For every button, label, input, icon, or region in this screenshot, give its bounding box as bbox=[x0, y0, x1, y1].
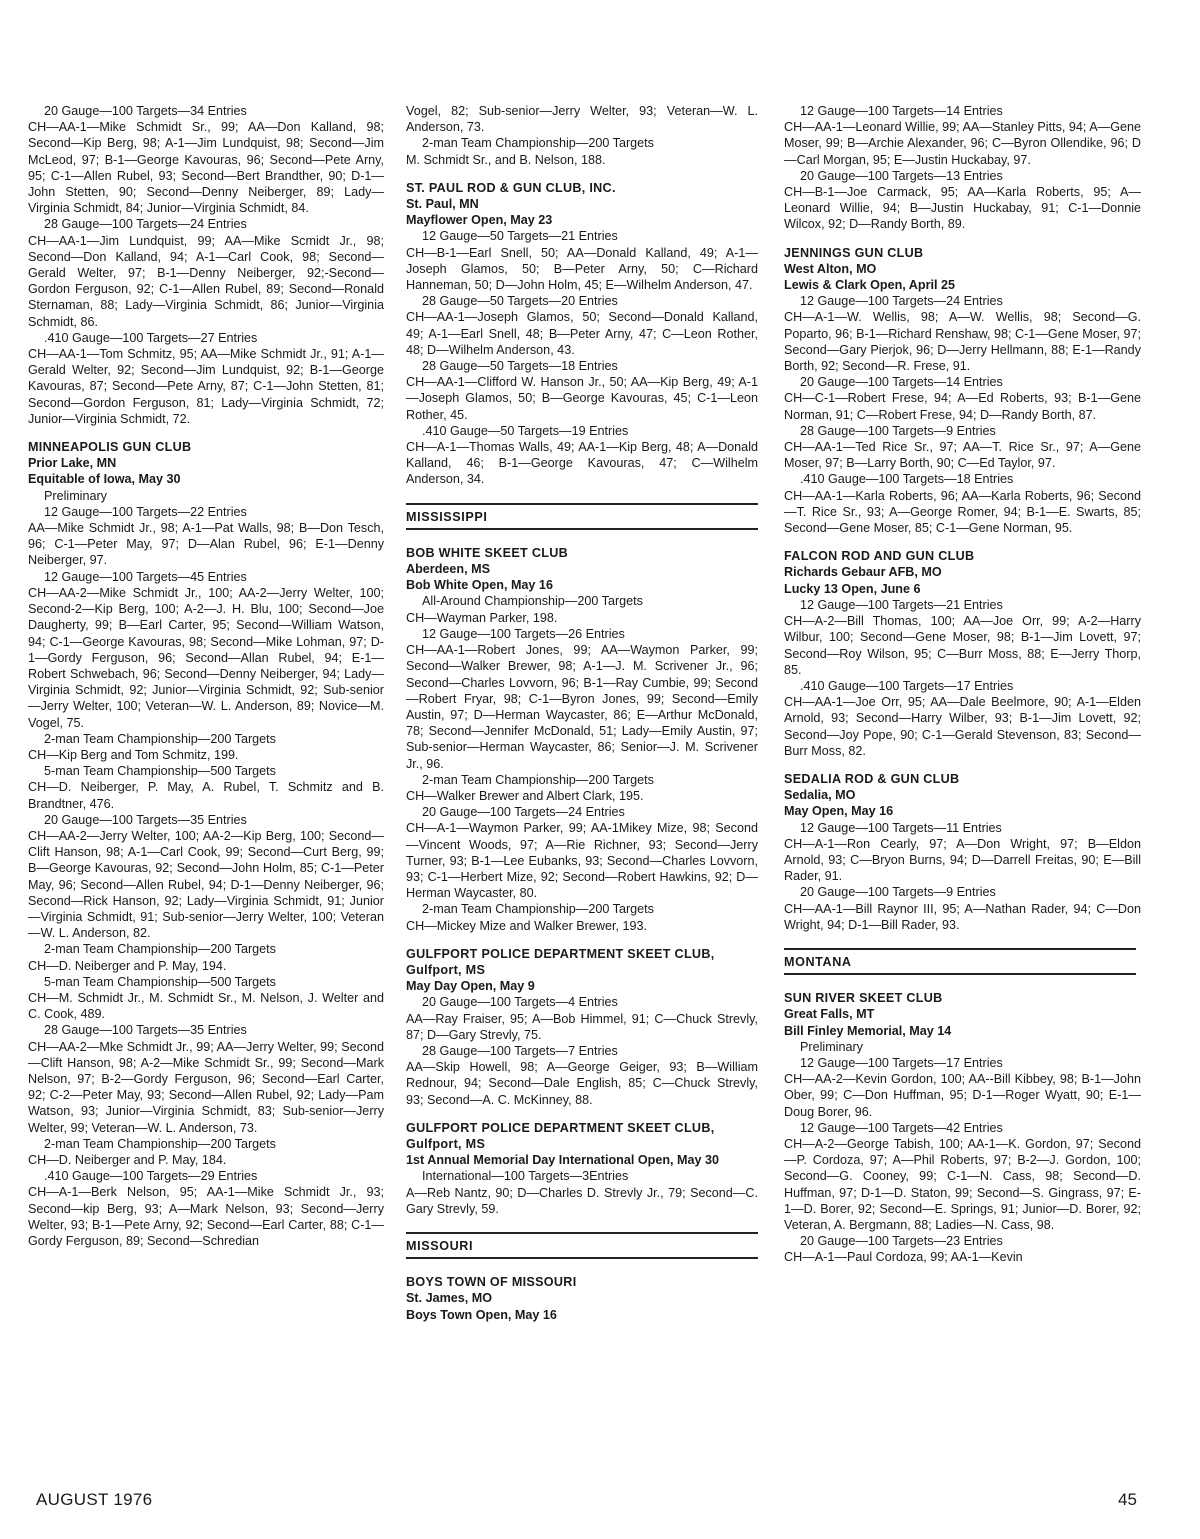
footer-date: AUGUST 1976 bbox=[36, 1490, 153, 1509]
event-title: May Day Open, May 9 bbox=[406, 979, 535, 994]
club-header bbox=[28, 439, 384, 488]
event-results: CH—AA-1—Robert Jones, 99; AA—Waymon Parker, 99; Second—Walker Brewer, 98; A-1—J. M. Scrivener Jr., 96; Second—Charles Lovvorn, 96; B-1—Ray Cumbie, 99; Second—Robert Fryar, 98; C-1—Byron Jones, 99; Second—Emily Austin, 97; D—Herman Waycaster, 86; E—Arthur McDonald, 78; Second—Jennifer McDonald, 51; Lady—Emily Austin, 97; Sub-senior—Herman Waycaster, 86; Senior—J. M. Scrivener Jr., 96. bbox=[406, 643, 758, 771]
event-heading: 5-man Team Championship—500 Targets bbox=[44, 974, 276, 989]
event-heading: International—100 Targets—3Entries bbox=[422, 1169, 629, 1184]
club-name: GULFPORT POLICE DEPARTMENT SKEET CLUB, Gulfport, MS bbox=[406, 946, 715, 977]
result-entry bbox=[784, 103, 1141, 168]
result-entry bbox=[28, 1022, 384, 1135]
club-location: Prior Lake, MN bbox=[28, 456, 117, 471]
event-results: CH—A-1—Waymon Parker, 99; AA-1Mikey Mize, 98; Second—Vincent Woods, 97; A—Rie Richner, 93; Second—Jerry Turner, 93; B-1—Lee Eubanks, 93; Second—Charles Lovvorn, 93; C-1—Herbert Mize, 92; Second—Robert Hawkins, 92; D—Herman Waycaster, 80. bbox=[406, 821, 758, 901]
event-heading: 20 Gauge—100 Targets—14 Entries bbox=[800, 375, 1003, 390]
club-location: Aberdeen, MS bbox=[406, 562, 490, 577]
event-results: A—Reb Nantz, 90; D—Charles D. Strevly Jr., 79; Second—C. Gary Strevly, 59. bbox=[406, 1185, 758, 1216]
event-heading: 28 Gauge—50 Targets—18 Entries bbox=[422, 359, 618, 374]
result-entry bbox=[784, 1233, 1141, 1265]
event-results: CH—AA-2—Jerry Welter, 100; AA-2—Kip Berg, 100; Second—Clift Hanson, 98; A-1—Carl Cook, 99; Second—Curt Berg, 99; B—George Kavouras, 92; Second—John Holm, 85; C-1—Peter May, 96; Second—Allen Rubel, 94; D-1—Denny Neiberger, 96; Second—Rick Hanson, 92; Lady—Virginia Schmidt, 91; Junior—Virginia Schmidt, 91; Sub-senior—Jerry Welter, 100; Veteran—W. L. Anderson, 82. bbox=[28, 828, 384, 941]
event-results: CH—B-1—Joe Carmack, 95; AA—Karla Roberts, 95; A—Leonard Willie, 94; B—Justin Huckabay, 91; C-1—Donnie Wilcox, 92; D—Randy Borth, 89. bbox=[784, 185, 1141, 232]
event-results: CH—A-1—W. Wellis, 98; A—W. Wellis, 98; Second—G. Poparto, 96; B-1—Richard Renshaw, 98; C-1—Gene Moser, 97; Second—Gary Pierjok, 96; D—Jerry Hellmann, 88; E-1—Randy Borth, 92; Second—R. Frese, 91. bbox=[784, 310, 1142, 374]
result-entry bbox=[28, 504, 384, 569]
club-location: Richards Gebaur AFB, MO bbox=[784, 565, 942, 580]
event-heading: 28 Gauge—100 Targets—9 Entries bbox=[800, 423, 996, 438]
result-entry bbox=[406, 901, 758, 933]
event-heading: 12 Gauge—100 Targets—17 Entries bbox=[800, 1055, 1003, 1070]
event-results: CH—AA-1—Karla Roberts, 96; AA—Karla Roberts, 96; Second—T. Rice Sr., 93; A—George Romer, 94; B-1—E. Swarts, 85; Second—Gene Moser, 85; C-1—Gene Norman, 95. bbox=[784, 488, 1141, 536]
event-results: CH—AA-1—Bill Raynor III, 95; A—Nathan Rader, 94; C—Don Wright, 94; D-1—Bill Rader, 93. bbox=[784, 901, 1141, 932]
result-entry bbox=[784, 423, 1141, 472]
event-title: Equitable of Iowa, May 30 bbox=[28, 472, 181, 487]
result-entry bbox=[406, 228, 758, 293]
club-header bbox=[406, 1274, 758, 1323]
club-header bbox=[406, 946, 758, 995]
event-heading: 12 Gauge—100 Targets—14 Entries bbox=[800, 104, 1003, 118]
club-header bbox=[784, 245, 1141, 294]
event-results: AA—Mike Schmidt Jr., 98; A-1—Pat Walls, 98; B—Don Tesch, 96; C-1—Peter May, 97; D—Alan Rubel, 96; E-1—Denny Neiberger, 97. bbox=[28, 521, 384, 568]
club-name: SEDALIA ROD & GUN CLUB bbox=[784, 771, 960, 786]
result-entry bbox=[28, 330, 384, 427]
event-heading: 20 Gauge—100 Targets—24 Entries bbox=[422, 805, 625, 820]
event-title: Bob White Open, May 16 bbox=[406, 578, 553, 593]
club-location: Sedalia, MO bbox=[784, 788, 856, 803]
result-entry bbox=[28, 812, 384, 942]
event-heading: 20 Gauge—100 Targets—34 Entries bbox=[44, 104, 247, 118]
event-results: CH—D. Neiberger and P. May, 194. bbox=[28, 958, 227, 973]
event-results: M. Schmidt Sr., and B. Nelson, 188. bbox=[406, 152, 606, 167]
event-heading: 2-man Team Championship—200 Targets bbox=[422, 772, 654, 787]
state-heading: MISSOURI bbox=[406, 1232, 758, 1259]
club-name: BOYS TOWN OF MISSOURI bbox=[406, 1275, 577, 1290]
event-results: CH—AA-2—Mke Schmidt Jr., 99; AA—Jerry Welter, 99; Second—Clift Hanson, 98; A-2—Mike Schmidt Sr., 99; Second—Mark Nelson, 97; B-2—Gordy Ferguson, 96; Second—Earl Carter, 92; C-2—Peter May, 93; Second—Allen Rubel, 92; Lady—Pam Watson, 93; Junior—Virginia Schmidt, 83; Sub-senior—Jerry Welter, 99; Veteran—W. L. Anderson, 73. bbox=[28, 1039, 384, 1135]
club-name: SUN RIVER SKEET CLUB bbox=[784, 991, 943, 1006]
event-heading: 20 Gauge—100 Targets—4 Entries bbox=[422, 995, 618, 1010]
event-heading: .410 Gauge—100 Targets—29 Entries bbox=[44, 1169, 258, 1184]
event-heading: 20 Gauge—100 Targets—9 Entries bbox=[800, 885, 996, 900]
club-location: West Alton, MO bbox=[784, 261, 877, 276]
event-heading: 20 Gauge—100 Targets—35 Entries bbox=[44, 812, 247, 827]
event-results: CH—A-1—Thomas Walls, 49; AA-1—Kip Berg, 48; A—Donald Kalland, 46; B-1—George Kavouras, 47; C—Wilhelm Anderson, 34. bbox=[406, 440, 758, 487]
result-entry bbox=[784, 471, 1141, 536]
result-entry bbox=[784, 1120, 1141, 1233]
event-heading: 12 Gauge—100 Targets—21 Entries bbox=[800, 597, 1003, 612]
result-entry bbox=[28, 763, 384, 812]
event-results: CH—AA-2—Kevin Gordon, 100; AA--Bill Kibbey, 98; B-1—John Ober, 99; C—Don Huffman, 95; D-1—Roger Wyatt, 90; E-1—Doug Borer, 96. bbox=[784, 1072, 1141, 1119]
event-heading: 12 Gauge—100 Targets—24 Entries bbox=[800, 294, 1003, 309]
club-name: MINNEAPOLIS GUN CLUB bbox=[28, 440, 192, 455]
event-heading: .410 Gauge—50 Targets—19 Entries bbox=[422, 423, 629, 438]
result-entry bbox=[406, 593, 758, 625]
club-name: GULFPORT POLICE DEPARTMENT SKEET CLUB, Gulfport, MS bbox=[406, 1120, 715, 1151]
club-header bbox=[784, 771, 1141, 820]
event-heading: All-Around Championship—200 Targets bbox=[422, 594, 643, 609]
event-title: Boys Town Open, May 16 bbox=[406, 1307, 557, 1322]
result-entry bbox=[406, 804, 758, 901]
result-entry bbox=[784, 293, 1141, 374]
result-entry bbox=[784, 884, 1141, 933]
result-entry bbox=[28, 941, 384, 973]
result-entry bbox=[784, 678, 1141, 759]
event-title: Mayflower Open, May 23 bbox=[406, 213, 553, 228]
event-heading: .410 Gauge—100 Targets—18 Entries bbox=[800, 472, 1014, 487]
result-entry bbox=[784, 374, 1141, 423]
event-results: CH—A-1—Ron Cearly, 97; A—Don Wright, 97; B—Eldon Arnold, 93; C—Bryon Burns, 94; D—Darrell Freitas, 90; E—Bill Rader, 91. bbox=[784, 836, 1141, 884]
club-header bbox=[784, 548, 1141, 597]
event-results: CH—A-1—Paul Cordoza, 99; AA-1—Kevin bbox=[784, 1250, 1023, 1265]
event-results: CH—AA-1—Joseph Glamos, 50; Second—Donald Kalland, 49; A-1—Earl Snell, 48; B—Peter Arny, 47; C—Leon Rother, 48; D—Wilhelm Anderson, 43. bbox=[406, 310, 758, 357]
result-entry bbox=[784, 168, 1141, 233]
event-heading: .410 Gauge—100 Targets—17 Entries bbox=[800, 678, 1014, 693]
event-results: CH—Wayman Parker, 198. bbox=[406, 610, 558, 625]
event-heading: 2-man Team Championship—200 Targets bbox=[44, 731, 276, 746]
event-results: CH—AA-1—Mike Schmidt Sr., 99; AA—Don Kalland, 98; Second—Kip Berg, 98; A-1—Jim Lundquist, 98; Second—Jim McLeod, 97; B-1—George Kavouras, 96; Second—Pete Arny, 95; C-1—Allen Rubel, 93; Second—Bert Brandther, 90; D-1—John Stetten, 90; Second—Denny Neiberger, 89; Lady—Virginia Schmidt, 84; Junior—Virginia Schmidt, 84. bbox=[28, 120, 384, 216]
result-entry bbox=[28, 1168, 384, 1249]
club-name: BOB WHITE SKEET CLUB bbox=[406, 545, 569, 560]
result-entry bbox=[28, 103, 384, 216]
event-results: AA—Ray Fraiser, 95; A—Bob Himmel, 91; C—Chuck Strevly, 87; D—Gary Strevly, 75. bbox=[406, 1011, 758, 1042]
column-1 bbox=[28, 103, 384, 1249]
result-entry bbox=[406, 103, 758, 135]
event-heading: Preliminary bbox=[800, 1039, 863, 1054]
event-results: CH—D. Neiberger and P. May, 184. bbox=[28, 1153, 227, 1167]
result-entry bbox=[28, 569, 384, 731]
event-heading: 20 Gauge—100 Targets—13 Entries bbox=[800, 168, 1003, 183]
result-entry bbox=[406, 772, 758, 804]
event-results: CH—A-1—Berk Nelson, 95; AA-1—Mike Schmidt Jr., 93; Second—kip Berg, 93; A—Mark Nelson, 93; Second—Jerry Welter, 93; B-1—Pete Arny, 92; Second—Earl Carter, 88; C-1—Gordy Ferguson, 89; Second—Schredian bbox=[28, 1185, 384, 1249]
event-heading: 12 Gauge—50 Targets—21 Entries bbox=[422, 229, 618, 244]
club-location: Great Falls, MT bbox=[784, 1007, 875, 1022]
event-results: CH—AA-1—Joe Orr, 95; AA—Dale Beelmore, 90; A-1—Elden Arnold, 93; Second—Harry Wilber, 93; B-1—Jim Lovett, 92; Second—Joy Pope, 90; C-1—Gerald Stevenson, 83; Second—Burr Moss, 82. bbox=[784, 695, 1141, 758]
event-heading: 2-man Team Championship—200 Targets bbox=[422, 136, 654, 151]
event-results: CH—Walker Brewer and Albert Clark, 195. bbox=[406, 788, 644, 803]
event-heading: .410 Gauge—100 Targets—27 Entries bbox=[44, 330, 258, 345]
event-heading: 12 Gauge—100 Targets—11 Entries bbox=[800, 820, 1002, 835]
event-heading: 2-man Team Championship—200 Targets bbox=[44, 942, 276, 957]
result-entry bbox=[406, 293, 758, 358]
club-location: St. James, MO bbox=[406, 1291, 493, 1306]
event-heading: 12 Gauge—100 Targets—42 Entries bbox=[800, 1120, 1003, 1135]
event-heading: 28 Gauge—100 Targets—35 Entries bbox=[44, 1023, 247, 1038]
column-2 bbox=[406, 103, 758, 1323]
event-results: CH—AA-1—Jim Lundquist, 99; AA—Mike Scmidt Jr., 98; Second—Don Kalland, 94; A-1—Carl Cook, 98; Second—Gerald Welter, 97; B-1—Denny Neiberger, 92;-Second—Gordon Ferguson, 92; C-1—Allen Rubel, 89; Second—Ronald Sternaman, 88; Lady—Virginia Schmidt, 86; Junior—Virginia Schmidt, 86. bbox=[28, 233, 384, 329]
event-results: AA—Skip Howell, 98; A—George Geiger, 93; B—William Rednour, 94; Second—Dale English, 85; C—Chuck Strevly, 93; Second—A. C. McKinney, 88. bbox=[406, 1060, 758, 1107]
column-3 bbox=[784, 103, 1141, 1266]
event-results: CH—A-2—George Tabish, 100; AA-1—K. Gordon, 97; Second—P. Cordoza, 97; A—Phil Roberts, 97; B-2—J. Gordon, 100; Second—G. Cooney, 99; C-1—N. Cass, 98; Second—D. Huffman, 97; D-1—D. Staton, 99; Second—S. Gingrass, 97; E-1—D. Borer, 92; Second—E. Springs, 91; Junior—D. Borer, 92; Veteran, A. Bergmann, 88; Ladies—N. Cass, 98. bbox=[784, 1136, 1141, 1232]
result-entry bbox=[406, 626, 758, 772]
event-results: CH—B-1—Earl Snell, 50; AA—Donald Kalland, 49; A-1—Joseph Glamos, 50; B—Peter Arny, 50; C—Richard Hanneman, 50; D—John Holm, 45; E—Wilhelm Anderson, 47. bbox=[406, 245, 758, 293]
event-heading: 12 Gauge—100 Targets—26 Entries bbox=[422, 626, 625, 641]
event-heading: Preliminary bbox=[44, 488, 107, 503]
event-heading: 20 Gauge—100 Targets—23 Entries bbox=[800, 1234, 1003, 1249]
event-heading: 12 Gauge—100 Targets—45 Entries bbox=[44, 569, 247, 584]
event-heading: 28 Gauge—50 Targets—20 Entries bbox=[422, 294, 618, 309]
event-results: CH—AA-1—Clifford W. Hanson Jr., 50; AA—Kip Berg, 49; A-1—Joseph Glamos, 50; B—George Kavouras, 45; C-1—Leon Rother, 45. bbox=[406, 375, 758, 422]
club-name: FALCON ROD AND GUN CLUB bbox=[784, 549, 975, 564]
result-entry bbox=[784, 1055, 1141, 1120]
event-results: CH—AA-2—Mike Schmidt Jr., 100; AA-2—Jerry Welter, 100; Second-2—Kip Berg, 100; A-2—J. H. Blu, 100; Second—Joe Daugherty, 99; B—Earl Carter, 95; Second—William Watson, 94; C-1—George Kavouras, 98; Second—Mike Lohman, 97; D-1—Gordy Ferguson, 96; Second—Allan Rubel, 94; E-1—Robert Schwebach, 96; Second—Denny Neiberger, 94; Lady—Virginia Schmidt, 92; Junior—Virginia Schmidt, 92; Sub-senior—Jerry Welter, 100; Veteran—W. L. Anderson, 89; Novice—M. Vogel, 75. bbox=[28, 585, 384, 730]
state-heading: MONTANA bbox=[784, 948, 1136, 975]
result-entry bbox=[784, 597, 1141, 678]
result-entry bbox=[784, 1039, 1141, 1055]
result-entry bbox=[28, 488, 384, 504]
result-entry bbox=[406, 423, 758, 488]
event-results: CH—Mickey Mize and Walker Brewer, 193. bbox=[406, 918, 647, 933]
event-title: Bill Finley Memorial, May 14 bbox=[784, 1023, 952, 1038]
event-heading: 2-man Team Championship—200 Targets bbox=[422, 902, 654, 917]
event-results: CH—C-1—Robert Frese, 94; A—Ed Roberts, 93; B-1—Gene Norman, 91; C—Robert Frese, 94; D—Randy Borth, 87. bbox=[784, 391, 1141, 422]
event-results: CH—M. Schmidt Jr., M. Schmidt Sr., M. Nelson, J. Welter and C. Cook, 489. bbox=[28, 990, 384, 1022]
event-title: May Open, May 16 bbox=[784, 804, 894, 819]
club-header bbox=[406, 180, 758, 229]
result-entry bbox=[406, 358, 758, 423]
event-heading: 5-man Team Championship—500 Targets bbox=[44, 764, 276, 779]
club-name: ST. PAUL ROD & GUN CLUB, INC. bbox=[406, 180, 616, 195]
event-results: CH—AA-1—Ted Rice Sr., 97; AA—T. Rice Sr., 97; A—Gene Moser, 97; B—Larry Borth, 90; C—Ed Taylor, 97. bbox=[784, 440, 1141, 471]
event-results: Vogel, 82; Sub-senior—Jerry Welter, 93; Veteran—W. L. Anderson, 73. bbox=[406, 104, 758, 135]
result-entry bbox=[406, 1043, 758, 1108]
club-header bbox=[784, 990, 1141, 1039]
result-entry bbox=[406, 135, 758, 167]
state-heading: MISSISSIPPI bbox=[406, 503, 758, 530]
result-entry bbox=[784, 820, 1141, 885]
event-title: Lewis & Clark Open, April 25 bbox=[784, 278, 955, 293]
result-entry bbox=[406, 1168, 758, 1217]
club-header bbox=[406, 545, 758, 594]
event-results: CH—D. Neiberger, P. May, A. Rubel, T. Schmitz and B. Brandtner, 476. bbox=[28, 780, 384, 811]
event-results: CH—AA-1—Tom Schmitz, 95; AA—Mike Schmidt Jr., 91; A-1—Gerald Welter, 92; Second—Jim Lundquist, 92; B-1—George Kavouras, 87; Second—Pete Arny, 87; C-1—John Stetten, 81; Second—Gordon Ferguson, 81; Lady—Virginia Schmidt, 72; Junior—Virginia Schmidt, 72. bbox=[28, 347, 384, 426]
club-name: JENNINGS GUN CLUB bbox=[784, 245, 924, 260]
event-heading: 12 Gauge—100 Targets—22 Entries bbox=[44, 504, 247, 519]
club-location: St. Paul, MN bbox=[406, 197, 479, 212]
event-heading: 2-man Team Championship—200 Targets bbox=[44, 1136, 276, 1151]
result-entry bbox=[28, 974, 384, 1023]
result-entry bbox=[28, 731, 384, 763]
event-results: CH—A-2—Bill Thomas, 100; AA—Joe Orr, 99; A-2—Harry Wilbur, 100; Second—Gene Moser, 98; B-1—Jim Lovett, 97; Second—Roy Wilson, 95; C—Burr Moss, 88; E—Jerry Thorp, 85. bbox=[784, 614, 1141, 677]
event-title: Lucky 13 Open, June 6 bbox=[784, 581, 921, 596]
result-entry bbox=[406, 994, 758, 1043]
result-entry bbox=[28, 1136, 384, 1168]
event-title: 1st Annual Memorial Day International Open, May 30 bbox=[406, 1153, 720, 1168]
event-results: CH—Kip Berg and Tom Schmitz, 199. bbox=[28, 747, 239, 762]
page-number: 45 bbox=[1118, 1490, 1137, 1509]
event-heading: 28 Gauge—100 Targets—24 Entries bbox=[44, 217, 247, 232]
club-header bbox=[406, 1120, 758, 1169]
event-heading: 28 Gauge—100 Targets—7 Entries bbox=[422, 1043, 618, 1058]
event-results: CH—AA-1—Leonard Willie, 99; AA—Stanley Pitts, 94; A—Gene Moser, 99; B—Archie Alexander, 96; C—Byron Ollendike, 96; D—Carl Morgan, 95; E—Justin Huckabay, 97. bbox=[784, 120, 1141, 167]
result-entry bbox=[28, 216, 384, 329]
